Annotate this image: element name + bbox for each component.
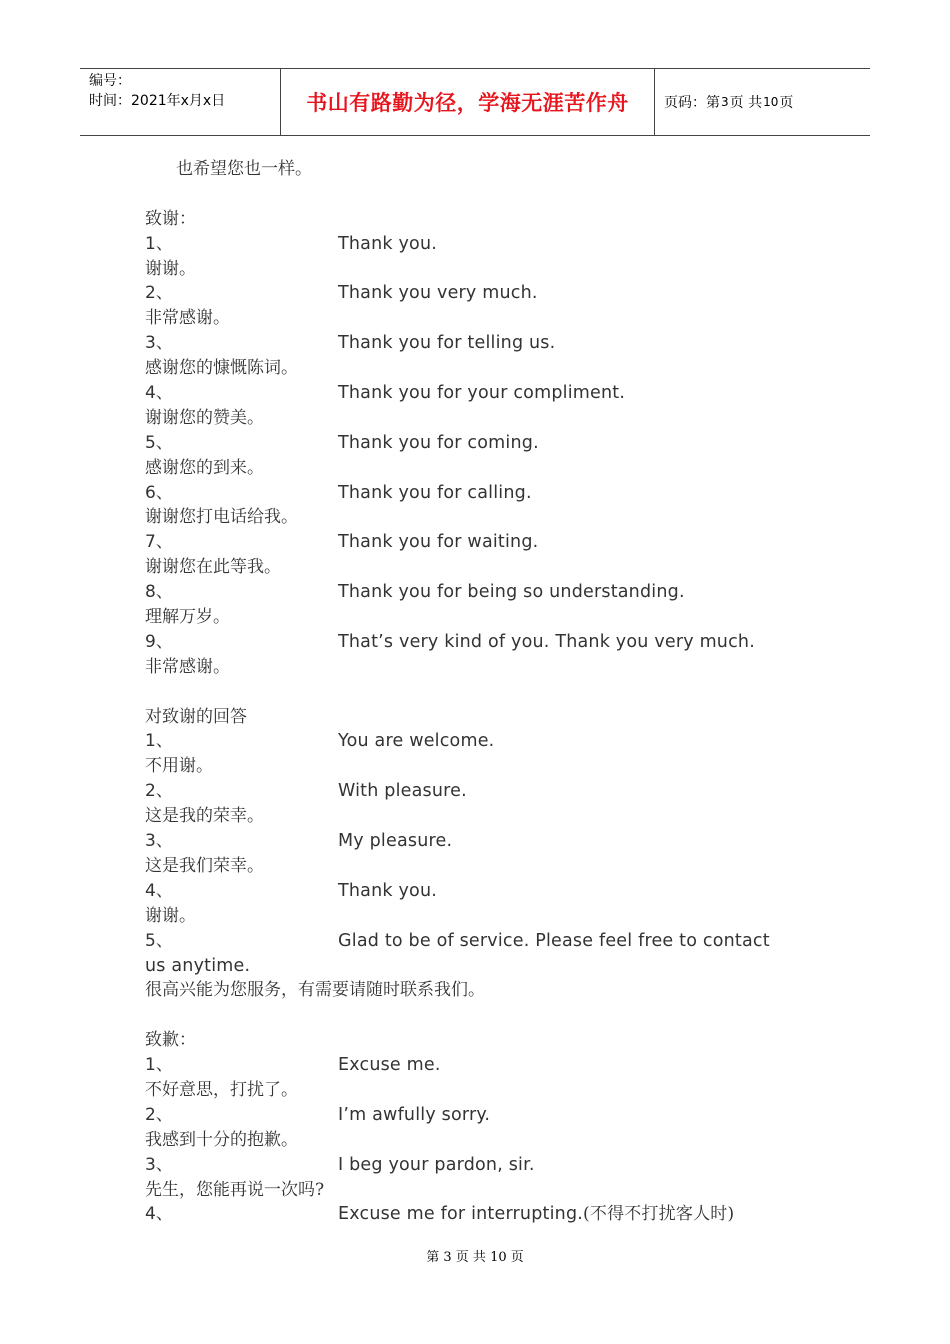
phrase-number: 5、 <box>145 432 173 453</box>
phrase-chinese: 我感到十分的抱歉。 <box>145 1129 298 1150</box>
phrase-english-text: Thank you for being so understanding. <box>338 582 685 603</box>
phrase-chinese: 这是我们荣幸。 <box>145 855 264 876</box>
phrase-english-text: I’m awfully sorry. <box>338 1104 491 1125</box>
phrase-english <box>338 1053 441 1078</box>
footer-prefix: 第 <box>426 1250 440 1265</box>
page-current: 3 <box>721 95 729 109</box>
phrase-number: 7、 <box>145 532 173 553</box>
phrase-number: 1、 <box>145 233 173 254</box>
phrase-number: 3、 <box>145 333 173 354</box>
page-total: 10 <box>763 95 779 109</box>
phrase-row <box>145 331 825 356</box>
phrase-number: 8、 <box>145 582 173 603</box>
phrase-english-text: Thank you for your compliment. <box>338 383 626 404</box>
phrase-english-text: Excuse me. <box>338 1055 441 1076</box>
phrase-english <box>338 431 539 456</box>
number-label: 编号： <box>89 73 131 89</box>
footer-total: 10 <box>490 1250 507 1265</box>
phrase-english-text: Excuse me for interrupting. <box>338 1204 584 1225</box>
phrase-row <box>145 281 825 306</box>
section-title: 致谢： <box>145 208 196 229</box>
phrase-english-text: Thank you for waiting. <box>338 532 539 553</box>
phrase-number: 5、 <box>145 930 173 951</box>
phrase-number: 1、 <box>145 1055 173 1076</box>
phrase-row <box>145 879 825 904</box>
document-body <box>145 157 825 1227</box>
phrase-number: 2、 <box>145 781 173 802</box>
phrase-number: 9、 <box>145 631 173 652</box>
header-motto: 书山有路勤为径，学海无涯苦作舟 <box>281 69 655 135</box>
phrase-english-text: My pleasure. <box>338 831 453 852</box>
phrase-english <box>338 530 538 555</box>
phrase-english <box>338 1202 734 1227</box>
phrase-english <box>338 630 755 655</box>
phrase-row <box>145 729 825 754</box>
phrase-english-text: Thank you very much. <box>338 283 538 304</box>
time-label: 时间：2021年x月x日 <box>89 93 226 109</box>
phrase-english-text: Thank you for calling. <box>338 482 532 503</box>
phrase-row <box>145 1153 825 1178</box>
phrase-english-text: Thank you. <box>338 880 438 901</box>
header-page-info <box>655 69 870 135</box>
blank-line <box>145 1003 825 1028</box>
phrase-english-text: I beg your pardon, sir. <box>338 1154 535 1175</box>
phrase-english-text: Thank you. <box>338 233 438 254</box>
phrase-english-text: Glad to be of service. Please feel free to contact <box>338 930 770 951</box>
phrase-chinese: 谢谢您的赞美。 <box>145 407 264 428</box>
phrase-english <box>338 232 437 257</box>
phrase-english <box>338 481 532 506</box>
phrase-row <box>145 530 825 555</box>
phrase-chinese: 谢谢您在此等我。 <box>145 557 281 578</box>
section-title: 对致谢的回答 <box>145 706 247 727</box>
phrase-chinese: 理解万岁。 <box>145 607 230 628</box>
phrase-english <box>338 1103 490 1128</box>
phrase-english <box>338 381 625 406</box>
phrase-chinese: 这是我的荣幸。 <box>145 806 264 827</box>
phrase-english <box>338 829 452 854</box>
phrase-number: 2、 <box>145 1104 173 1125</box>
page-prefix: 页码：第 <box>664 95 720 111</box>
phrase-number: 2、 <box>145 283 173 304</box>
phrase-chinese: 不用谢。 <box>145 756 213 777</box>
phrase-number: 4、 <box>145 1204 173 1225</box>
phrase-number: 4、 <box>145 880 173 901</box>
phrase-row <box>145 232 825 257</box>
phrase-english <box>338 281 538 306</box>
phrase-english <box>338 779 467 804</box>
phrase-chinese: 不好意思，打扰了。 <box>145 1079 298 1100</box>
page-mid: 页 共 <box>729 95 763 111</box>
page-footer <box>0 1246 950 1265</box>
phrase-chinese: 谢谢您打电话给我。 <box>145 507 298 528</box>
phrase-number: 6、 <box>145 482 173 503</box>
blank-line <box>145 182 825 207</box>
header-meta <box>80 69 281 135</box>
phrase-row <box>145 381 825 406</box>
phrase-english-text: With pleasure. <box>338 781 467 802</box>
phrase-chinese: 先生，您能再说一次吗? <box>145 1179 325 1200</box>
phrase-english-text: You are welcome. <box>338 731 495 752</box>
phrase-number: 3、 <box>145 831 173 852</box>
phrase-english <box>338 729 494 754</box>
phrase-chinese: 感谢您的到来。 <box>145 457 264 478</box>
phrase-number: 4、 <box>145 383 173 404</box>
phrase-chinese: 非常感谢。 <box>145 656 230 677</box>
phrase-chinese: 谢谢。 <box>145 258 196 279</box>
phrase-row <box>145 929 825 954</box>
phrase-english-note: (不得不打扰客人时) <box>583 1204 735 1225</box>
blank-line <box>145 680 825 705</box>
phrase-english <box>338 331 555 356</box>
phrase-chinese: 非常感谢。 <box>145 308 230 329</box>
phrase-row <box>145 1103 825 1128</box>
phrase-english <box>338 929 770 954</box>
page-header <box>80 68 870 136</box>
phrase-english-text: Thank you for telling us. <box>338 333 556 354</box>
phrase-english <box>338 879 437 904</box>
footer-mid: 页 共 <box>455 1250 486 1265</box>
phrase-row <box>145 630 825 655</box>
section-title: 致歉： <box>145 1030 196 1051</box>
phrase-chinese: 很高兴能为您服务，有需要请随时联系我们。 <box>145 980 485 1001</box>
phrase-english-continued: us anytime. <box>145 955 251 976</box>
intro-line: 也希望您也一样。 <box>176 159 312 179</box>
footer-suffix: 页 <box>510 1250 524 1265</box>
phrase-chinese: 谢谢。 <box>145 905 196 926</box>
phrase-english-text: Thank you for coming. <box>338 432 539 453</box>
phrase-row <box>145 829 825 854</box>
phrase-number: 3、 <box>145 1154 173 1175</box>
phrase-row <box>145 580 825 605</box>
phrase-english-text: That’s very kind of you. Thank you very much. <box>338 631 755 652</box>
phrase-row <box>145 1053 825 1078</box>
phrase-english <box>338 580 685 605</box>
phrase-english <box>338 1153 535 1178</box>
phrase-number: 1、 <box>145 731 173 752</box>
phrase-row <box>145 431 825 456</box>
footer-current: 3 <box>443 1250 452 1265</box>
phrase-row <box>145 779 825 804</box>
page-suffix: 页 <box>779 95 794 111</box>
phrase-row <box>145 1202 825 1227</box>
phrase-row <box>145 481 825 506</box>
phrase-chinese: 感谢您的慷慨陈词。 <box>145 358 298 379</box>
